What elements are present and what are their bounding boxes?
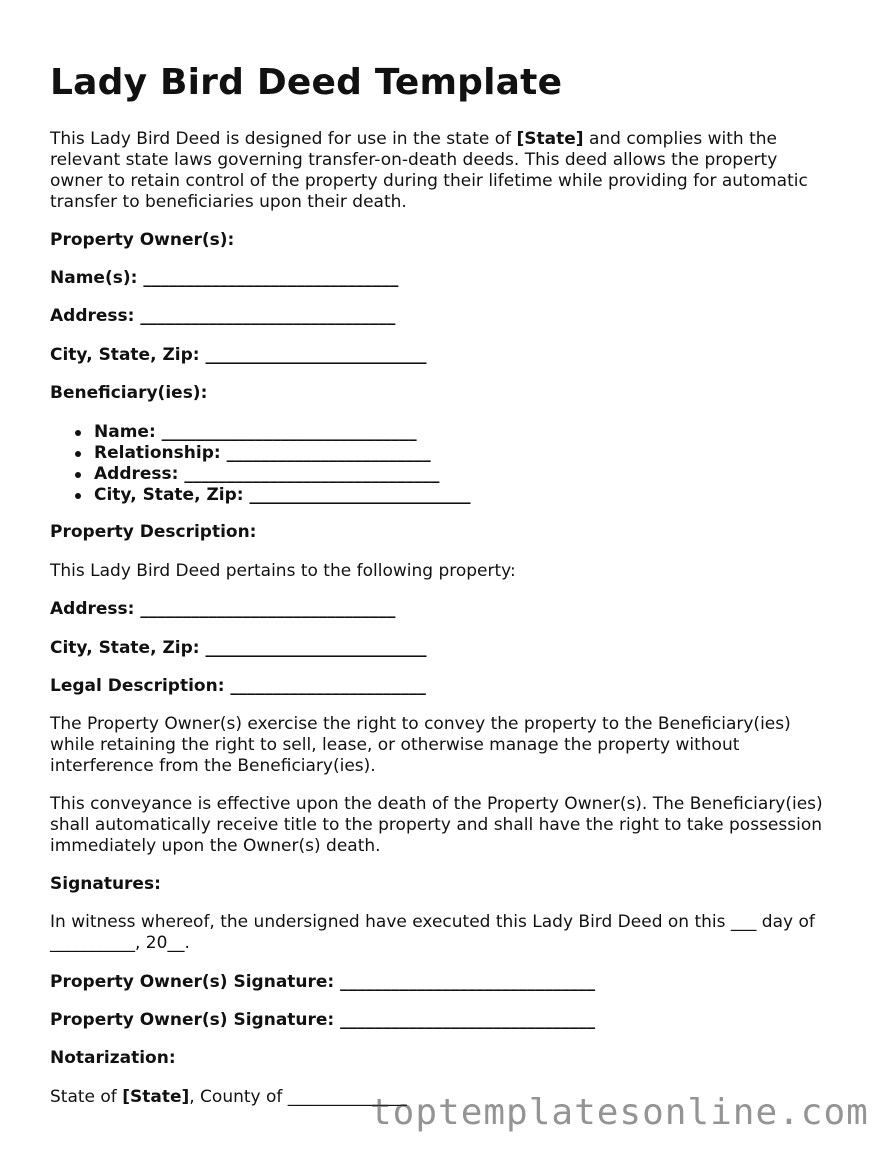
intro-line-2: relevant state laws governing transfer-on-death deeds. This deed allows the property — [50, 150, 778, 170]
witness-line-1: In witness whereof, the undersigned have executed this Lady Bird Deed on this ___ day of — [50, 912, 815, 932]
conveyance-para-line-2: while retaining the right to sell, lease, or otherwise manage the property without — [50, 735, 740, 755]
property-address-field[interactable]: Address: ______________________________ — [50, 599, 396, 619]
property-heading: Property Description: — [50, 522, 257, 542]
effective-para-line-2: shall automatically receive title to the property and shall have the right to take possession — [50, 815, 822, 835]
site-watermark: toptemplatesonline.com — [370, 1092, 869, 1133]
owner-signature-field-2[interactable]: Property Owner(s) Signature: ______________________________ — [50, 1010, 596, 1030]
witness-line-2: __________, 20__. — [50, 933, 190, 953]
beneficiary-address-field[interactable]: Address: ______________________________ — [94, 464, 470, 485]
county-field[interactable]: , County of ______________ — [189, 1087, 407, 1107]
intro-text: and complies with the — [583, 129, 778, 149]
legal-description-field[interactable]: Legal Description: _______________________ — [50, 676, 426, 696]
intro-line-1 — [50, 129, 777, 150]
beneficiaries-heading: Beneficiary(ies): — [50, 383, 208, 403]
owner-signature-field-1[interactable]: Property Owner(s) Signature: ______________________________ — [50, 972, 596, 992]
effective-para-line-1: This conveyance is effective upon the death of the Property Owner(s). The Beneficiary(ies) — [50, 794, 823, 814]
conveyance-para-line-1: The Property Owner(s) exercise the right to convey the property to the Beneficiary(ies) — [50, 714, 791, 734]
intro-line-3: owner to retain control of the property during their lifetime while providing for automatic — [50, 171, 808, 191]
notary-state-county-line — [50, 1087, 407, 1108]
beneficiary-list — [94, 422, 470, 506]
intro-line-4: transfer to beneficiaries upon their death. — [50, 192, 407, 212]
beneficiary-city-state-zip-field[interactable]: City, State, Zip: __________________________ — [94, 485, 471, 505]
intro-text: This Lady Bird Deed is designed for use in the state of — [50, 129, 517, 149]
page-title: Lady Bird Deed Template — [50, 62, 563, 103]
state-placeholder: [State] — [516, 129, 584, 149]
effective-para-line-3: immediately upon the Owner(s) death. — [50, 836, 381, 856]
notarization-heading: Notarization: — [50, 1048, 176, 1068]
state-placeholder: [State] — [122, 1087, 190, 1107]
beneficiary-name-field[interactable]: Name: ______________________________ — [94, 422, 470, 443]
beneficiary-relationship-field[interactable]: Relationship: ________________________ — [94, 443, 470, 464]
owner-name-field[interactable]: Name(s): ______________________________ — [50, 268, 399, 288]
property-city-state-zip-field[interactable]: City, State, Zip: __________________________ — [50, 638, 427, 658]
signatures-heading: Signatures: — [50, 874, 161, 894]
owner-city-state-zip-field[interactable]: City, State, Zip: __________________________ — [50, 345, 427, 365]
property-intro: This Lady Bird Deed pertains to the following property: — [50, 561, 516, 581]
owner-address-field[interactable]: Address: ______________________________ — [50, 306, 396, 326]
conveyance-para-line-3: interference from the Beneficiary(ies). — [50, 756, 376, 776]
owners-heading: Property Owner(s): — [50, 230, 235, 250]
notary-text: State of — [50, 1087, 123, 1107]
